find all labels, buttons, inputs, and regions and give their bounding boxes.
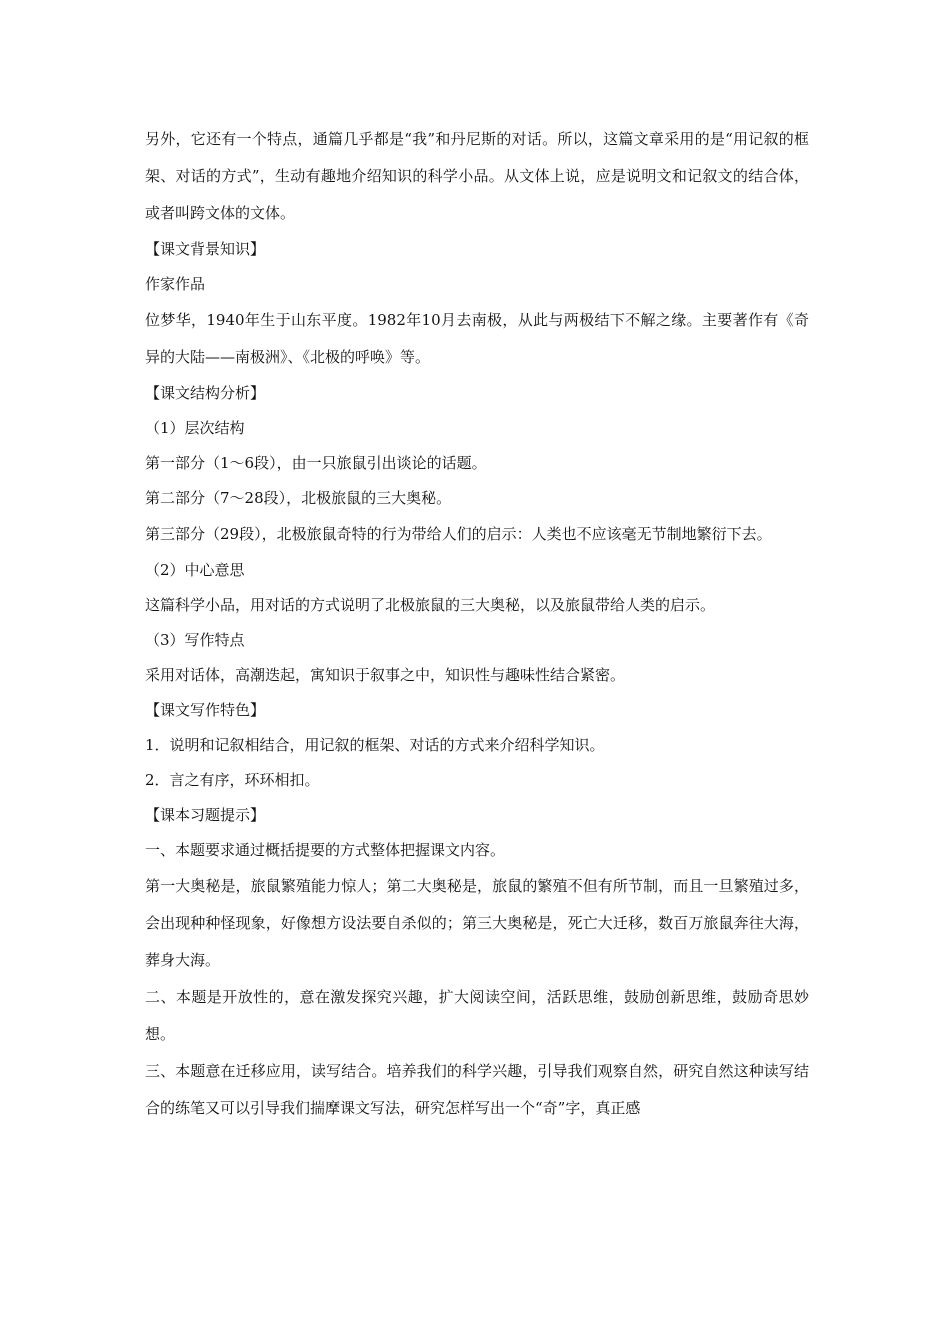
exercise-3: 三、本题意在迁移应用，读写结合。培养我们的科学兴趣，引导我们观察自然，研究自然这种读写结合的练笔又可以引导我们揣摩课文写法，研究怎样写出一个“奇”字，真正感: [145, 1062, 809, 1117]
exercise-2: 二、本题是开放性的，意在激发探究兴趣，扩大阅读空间，活跃思维，鼓励创新思维，鼓励奇思妙想。: [145, 988, 809, 1043]
part-one-paragraph: 第一部分（1～6段），由一只旅鼠引出谈论的话题。: [145, 454, 487, 472]
subheading-layers: （1）层次结构: [145, 419, 245, 437]
document-body: [145, 121, 809, 1127]
section-heading-exercises: 【课本习题提示】: [145, 806, 266, 824]
section-heading-background: 【课文背景知识】: [145, 240, 266, 258]
style-item-1: 1．说明和记叙相结合，用记叙的框架、对话的方式来介绍科学知识。: [145, 736, 605, 754]
author-bio-paragraph: 位梦华，1940年生于山东平度。1982年10月去南极，从此与两极结下不解之缘。主要著作有《奇异的大陆——南极洲》、《北极的呼唤》等。: [145, 311, 809, 366]
part-three-paragraph: 第三部分（29段），北极旅鼠奇特的行为带给人们的启示：人类也不应该毫无节制地繁衍下去。: [145, 525, 772, 543]
exercise-1: 一、本题要求通过概括提要的方式整体把握课文内容。: [145, 841, 506, 859]
subheading-writer-works: 作家作品: [145, 275, 206, 293]
exercise-1-detail: 第一大奥秘是，旅鼠繁殖能力惊人；第二大奥秘是，旅鼠的繁殖不但有所节制，而且一旦繁殖过多，会出现种种怪现象，好像想方设法要自杀似的；第三大奥秘是，死亡大迁移，数百万旅鼠奔往大海，葬身大海。: [145, 877, 809, 969]
part-two-paragraph: 第二部分（7～28段），北极旅鼠的三大奥秘。: [145, 489, 452, 507]
section-heading-style: 【课文写作特色】: [145, 701, 266, 719]
writing-features-paragraph: 采用对话体，高潮迭起，寓知识于叙事之中，知识性与趣味性结合紧密。: [145, 666, 626, 684]
style-item-2: 2．言之有序，环环相扣。: [145, 771, 320, 789]
subheading-writing-features: （3）写作特点: [145, 631, 245, 649]
intro-paragraph: 另外，它还有一个特点，通篇几乎都是“我”和丹尼斯的对话。所以，这篇文章采用的是“用记叙的框架、对话的方式”，生动有趣地介绍知识的科学小品。从文体上说，应是说明文和记叙文的结合体，或者叫跨文体的文体。: [145, 130, 809, 222]
subheading-central-idea: （2）中心意思: [145, 561, 245, 579]
section-heading-structure: 【课文结构分析】: [145, 384, 266, 402]
central-idea-paragraph: 这篇科学小品，用对话的方式说明了北极旅鼠的三大奥秘，以及旅鼠带给人类的启示。: [145, 596, 716, 614]
